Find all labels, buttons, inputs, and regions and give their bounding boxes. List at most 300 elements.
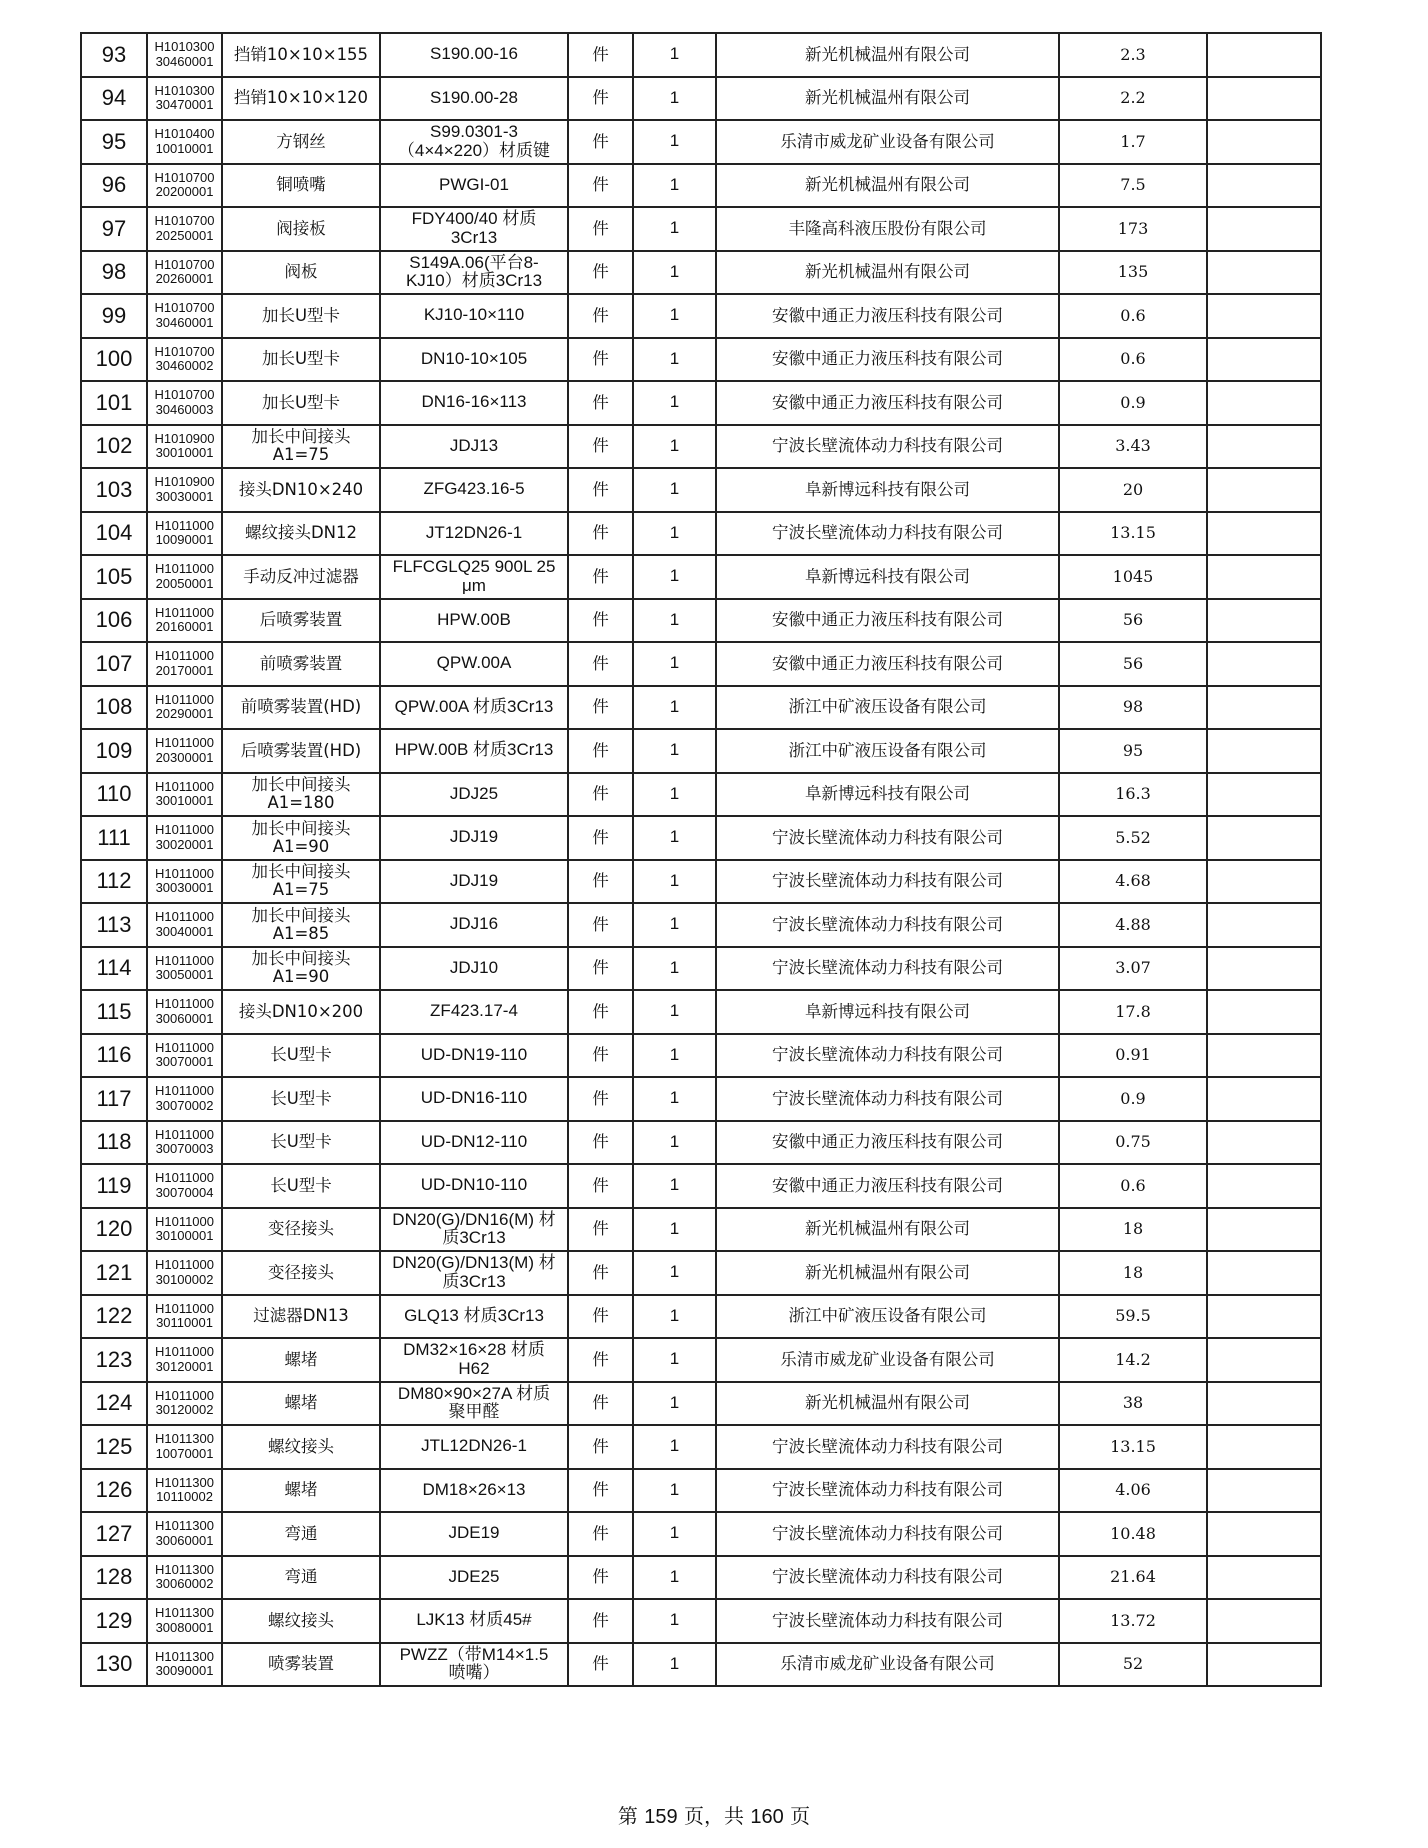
supplier-cell: 宁波长壁流体动力科技有限公司 <box>716 1599 1059 1643</box>
material-code-cell: H1011000 30120001 <box>147 1338 222 1382</box>
unit-price-cell: 52 <box>1059 1643 1207 1687</box>
material-code-cell: H1011000 20050001 <box>147 555 222 599</box>
unit-price-cell: 20 <box>1059 468 1207 512</box>
material-code-cell: H1010700 30460003 <box>147 381 222 425</box>
supplier-cell: 新光机械温州有限公司 <box>716 1208 1059 1252</box>
part-name-cell: 手动反冲过滤器 <box>222 555 380 599</box>
quantity-cell: 1 <box>633 1425 716 1469</box>
unit-price-cell: 0.75 <box>1059 1121 1207 1165</box>
table-row <box>81 686 1321 730</box>
supplier-cell: 浙江中矿液压设备有限公司 <box>716 1295 1059 1339</box>
unit-cell: 件 <box>568 294 633 338</box>
unit-cell: 件 <box>568 729 633 773</box>
unit-price-cell: 2.3 <box>1059 33 1207 77</box>
part-spec-cell: S99.0301-3 （4×4×220）材质键 <box>380 120 568 164</box>
remark-cell <box>1207 251 1321 295</box>
row-number-cell: 97 <box>81 207 147 251</box>
remark-cell <box>1207 468 1321 512</box>
supplier-cell: 丰隆高科液压股份有限公司 <box>716 207 1059 251</box>
unit-cell: 件 <box>568 1121 633 1165</box>
supplier-cell: 阜新博远科技有限公司 <box>716 773 1059 817</box>
table-row <box>81 1512 1321 1556</box>
table-row <box>81 164 1321 208</box>
footer-middle: 页，共 <box>677 1804 751 1828</box>
part-name-cell: 长U型卡 <box>222 1164 380 1208</box>
material-code-cell: H1010700 20200001 <box>147 164 222 208</box>
row-number-cell: 129 <box>81 1599 147 1643</box>
remark-cell <box>1207 512 1321 556</box>
remark-cell <box>1207 33 1321 77</box>
row-number-cell: 101 <box>81 381 147 425</box>
material-code-cell: H1011000 20290001 <box>147 686 222 730</box>
part-spec-cell: JDJ19 <box>380 860 568 904</box>
supplier-cell: 宁波长壁流体动力科技有限公司 <box>716 1556 1059 1600</box>
row-number-cell: 119 <box>81 1164 147 1208</box>
page-footer <box>0 1800 1428 1829</box>
unit-cell: 件 <box>568 990 633 1034</box>
unit-price-cell: 21.64 <box>1059 1556 1207 1600</box>
unit-price-cell: 4.88 <box>1059 903 1207 947</box>
unit-price-cell: 7.5 <box>1059 164 1207 208</box>
quantity-cell: 1 <box>633 1121 716 1165</box>
quantity-cell: 1 <box>633 338 716 382</box>
remark-cell <box>1207 77 1321 121</box>
table-row <box>81 251 1321 295</box>
part-spec-cell: PWGI-01 <box>380 164 568 208</box>
part-spec-cell: UD-DN16-110 <box>380 1077 568 1121</box>
part-spec-cell: JDJ13 <box>380 425 568 469</box>
unit-cell: 件 <box>568 903 633 947</box>
unit-price-cell: 18 <box>1059 1208 1207 1252</box>
part-spec-cell: PWZZ（带M14×1.5 喷嘴） <box>380 1643 568 1687</box>
row-number-cell: 106 <box>81 599 147 643</box>
supplier-cell: 乐清市威龙矿业设备有限公司 <box>716 1643 1059 1687</box>
row-number-cell: 123 <box>81 1338 147 1382</box>
part-name-cell: 弯通 <box>222 1556 380 1600</box>
unit-cell: 件 <box>568 1469 633 1513</box>
material-code-cell: H1011300 10110002 <box>147 1469 222 1513</box>
part-name-cell: 螺纹接头 <box>222 1425 380 1469</box>
remark-cell <box>1207 1599 1321 1643</box>
remark-cell <box>1207 1556 1321 1600</box>
table-row <box>81 903 1321 947</box>
part-spec-cell: QPW.00A <box>380 642 568 686</box>
quantity-cell: 1 <box>633 816 716 860</box>
unit-price-cell: 98 <box>1059 686 1207 730</box>
quantity-cell: 1 <box>633 425 716 469</box>
quantity-cell: 1 <box>633 77 716 121</box>
unit-price-cell: 135 <box>1059 251 1207 295</box>
remark-cell <box>1207 1251 1321 1295</box>
unit-price-cell: 13.72 <box>1059 1599 1207 1643</box>
part-name-cell: 阀接板 <box>222 207 380 251</box>
row-number-cell: 102 <box>81 425 147 469</box>
row-number-cell: 107 <box>81 642 147 686</box>
remark-cell <box>1207 1338 1321 1382</box>
supplier-cell: 安徽中通正力液压科技有限公司 <box>716 599 1059 643</box>
material-code-cell: H1011000 30070004 <box>147 1164 222 1208</box>
unit-cell: 件 <box>568 512 633 556</box>
table-row <box>81 512 1321 556</box>
supplier-cell: 宁波长壁流体动力科技有限公司 <box>716 860 1059 904</box>
part-spec-cell: KJ10-10×110 <box>380 294 568 338</box>
part-spec-cell: FLFCGLQ25 900L 25 μm <box>380 555 568 599</box>
remark-cell <box>1207 1121 1321 1165</box>
quantity-cell: 1 <box>633 1599 716 1643</box>
material-code-cell: H1010900 30010001 <box>147 425 222 469</box>
unit-cell: 件 <box>568 1599 633 1643</box>
remark-cell <box>1207 1295 1321 1339</box>
part-spec-cell: UD-DN12-110 <box>380 1121 568 1165</box>
quantity-cell: 1 <box>633 1382 716 1426</box>
unit-cell: 件 <box>568 642 633 686</box>
row-number-cell: 117 <box>81 1077 147 1121</box>
material-code-cell: H1011300 30060002 <box>147 1556 222 1600</box>
table-row <box>81 642 1321 686</box>
part-name-cell: 接头DN10×240 <box>222 468 380 512</box>
row-number-cell: 99 <box>81 294 147 338</box>
remark-cell <box>1207 1208 1321 1252</box>
quantity-cell: 1 <box>633 686 716 730</box>
part-spec-cell: DM80×90×27A 材质 聚甲醛 <box>380 1382 568 1426</box>
table-row <box>81 773 1321 817</box>
table-row <box>81 294 1321 338</box>
quantity-cell: 1 <box>633 599 716 643</box>
unit-cell: 件 <box>568 77 633 121</box>
table-row <box>81 1425 1321 1469</box>
material-code-cell: H1010700 30460001 <box>147 294 222 338</box>
part-name-cell: 方钢丝 <box>222 120 380 164</box>
supplier-cell: 宁波长壁流体动力科技有限公司 <box>716 512 1059 556</box>
footer-suffix: 页 <box>783 1804 811 1828</box>
table-row <box>81 1556 1321 1600</box>
unit-cell: 件 <box>568 251 633 295</box>
table-row <box>81 381 1321 425</box>
remark-cell <box>1207 338 1321 382</box>
quantity-cell: 1 <box>633 642 716 686</box>
unit-cell: 件 <box>568 1208 633 1252</box>
material-code-cell: H1011000 20160001 <box>147 599 222 643</box>
quantity-cell: 1 <box>633 1556 716 1600</box>
part-name-cell: 螺纹接头DN12 <box>222 512 380 556</box>
quantity-cell: 1 <box>633 729 716 773</box>
part-name-cell: 挡销10×10×155 <box>222 33 380 77</box>
part-name-cell: 加长中间接头 A1=75 <box>222 860 380 904</box>
unit-price-cell: 1.7 <box>1059 120 1207 164</box>
remark-cell <box>1207 729 1321 773</box>
part-name-cell: 加长U型卡 <box>222 381 380 425</box>
remark-cell <box>1207 773 1321 817</box>
quantity-cell: 1 <box>633 1077 716 1121</box>
supplier-cell: 宁波长壁流体动力科技有限公司 <box>716 1512 1059 1556</box>
table-row <box>81 1121 1321 1165</box>
supplier-cell: 安徽中通正力液压科技有限公司 <box>716 642 1059 686</box>
quantity-cell: 1 <box>633 381 716 425</box>
table-row <box>81 860 1321 904</box>
part-name-cell: 喷雾装置 <box>222 1643 380 1687</box>
part-name-cell: 长U型卡 <box>222 1121 380 1165</box>
part-name-cell: 加长中间接头 A1=75 <box>222 425 380 469</box>
row-number-cell: 125 <box>81 1425 147 1469</box>
quantity-cell: 1 <box>633 1208 716 1252</box>
row-number-cell: 110 <box>81 773 147 817</box>
footer-page-number: 159 <box>644 1806 678 1828</box>
unit-cell: 件 <box>568 207 633 251</box>
supplier-cell: 乐清市威龙矿业设备有限公司 <box>716 1338 1059 1382</box>
unit-cell: 件 <box>568 1251 633 1295</box>
parts-table <box>80 32 1322 1687</box>
material-code-cell: H1011000 30060001 <box>147 990 222 1034</box>
row-number-cell: 94 <box>81 77 147 121</box>
remark-cell <box>1207 947 1321 991</box>
material-code-cell: H1010700 20250001 <box>147 207 222 251</box>
table-row <box>81 1034 1321 1078</box>
supplier-cell: 新光机械温州有限公司 <box>716 1382 1059 1426</box>
part-name-cell: 变径接头 <box>222 1208 380 1252</box>
footer-prefix: 第 <box>617 1804 645 1828</box>
part-spec-cell: ZF423.17-4 <box>380 990 568 1034</box>
remark-cell <box>1207 1077 1321 1121</box>
unit-price-cell: 0.91 <box>1059 1034 1207 1078</box>
unit-price-cell: 0.6 <box>1059 1164 1207 1208</box>
unit-cell: 件 <box>568 164 633 208</box>
part-spec-cell: DM18×26×13 <box>380 1469 568 1513</box>
table-row <box>81 33 1321 77</box>
part-name-cell: 加长中间接头 A1=90 <box>222 816 380 860</box>
material-code-cell: H1011300 30090001 <box>147 1643 222 1687</box>
material-code-cell: H1011000 30100001 <box>147 1208 222 1252</box>
unit-cell: 件 <box>568 816 633 860</box>
quantity-cell: 1 <box>633 1295 716 1339</box>
row-number-cell: 100 <box>81 338 147 382</box>
supplier-cell: 安徽中通正力液压科技有限公司 <box>716 338 1059 382</box>
part-spec-cell: S190.00-28 <box>380 77 568 121</box>
part-name-cell: 接头DN10×200 <box>222 990 380 1034</box>
table-row <box>81 555 1321 599</box>
table-row <box>81 468 1321 512</box>
unit-cell: 件 <box>568 1382 633 1426</box>
row-number-cell: 126 <box>81 1469 147 1513</box>
part-spec-cell: UD-DN10-110 <box>380 1164 568 1208</box>
part-spec-cell: JT12DN26-1 <box>380 512 568 556</box>
table-row <box>81 1295 1321 1339</box>
part-name-cell: 加长U型卡 <box>222 338 380 382</box>
supplier-cell: 新光机械温州有限公司 <box>716 251 1059 295</box>
remark-cell <box>1207 599 1321 643</box>
table-row <box>81 990 1321 1034</box>
table-row <box>81 599 1321 643</box>
supplier-cell: 宁波长壁流体动力科技有限公司 <box>716 1034 1059 1078</box>
remark-cell <box>1207 381 1321 425</box>
unit-cell: 件 <box>568 120 633 164</box>
table-body <box>81 33 1321 1686</box>
row-number-cell: 127 <box>81 1512 147 1556</box>
supplier-cell: 宁波长壁流体动力科技有限公司 <box>716 1469 1059 1513</box>
supplier-cell: 宁波长壁流体动力科技有限公司 <box>716 947 1059 991</box>
remark-cell <box>1207 642 1321 686</box>
row-number-cell: 109 <box>81 729 147 773</box>
unit-cell: 件 <box>568 33 633 77</box>
part-spec-cell: JDE19 <box>380 1512 568 1556</box>
remark-cell <box>1207 1425 1321 1469</box>
remark-cell <box>1207 860 1321 904</box>
material-code-cell: H1011000 10090001 <box>147 512 222 556</box>
unit-cell: 件 <box>568 1034 633 1078</box>
material-code-cell: H1011000 20300001 <box>147 729 222 773</box>
unit-cell: 件 <box>568 468 633 512</box>
part-name-cell: 长U型卡 <box>222 1077 380 1121</box>
part-spec-cell: JDJ19 <box>380 816 568 860</box>
supplier-cell: 安徽中通正力液压科技有限公司 <box>716 1121 1059 1165</box>
unit-cell: 件 <box>568 1556 633 1600</box>
part-spec-cell: DM32×16×28 材质 H62 <box>380 1338 568 1382</box>
quantity-cell: 1 <box>633 164 716 208</box>
unit-cell: 件 <box>568 1425 633 1469</box>
supplier-cell: 安徽中通正力液压科技有限公司 <box>716 381 1059 425</box>
unit-price-cell: 56 <box>1059 642 1207 686</box>
part-name-cell: 螺堵 <box>222 1338 380 1382</box>
row-number-cell: 111 <box>81 816 147 860</box>
table-row <box>81 1382 1321 1426</box>
table-row <box>81 947 1321 991</box>
material-code-cell: H1011000 30070001 <box>147 1034 222 1078</box>
supplier-cell: 宁波长壁流体动力科技有限公司 <box>716 903 1059 947</box>
unit-price-cell: 3.07 <box>1059 947 1207 991</box>
quantity-cell: 1 <box>633 1338 716 1382</box>
part-name-cell: 螺堵 <box>222 1382 380 1426</box>
part-spec-cell: DN20(G)/DN13(M) 材 质3Cr13 <box>380 1251 568 1295</box>
unit-price-cell: 0.6 <box>1059 338 1207 382</box>
row-number-cell: 93 <box>81 33 147 77</box>
part-name-cell: 挡销10×10×120 <box>222 77 380 121</box>
supplier-cell: 安徽中通正力液压科技有限公司 <box>716 294 1059 338</box>
quantity-cell: 1 <box>633 1469 716 1513</box>
unit-cell: 件 <box>568 338 633 382</box>
quantity-cell: 1 <box>633 773 716 817</box>
part-spec-cell: S190.00-16 <box>380 33 568 77</box>
supplier-cell: 浙江中矿液压设备有限公司 <box>716 729 1059 773</box>
material-code-cell: H1010300 30470001 <box>147 77 222 121</box>
row-number-cell: 116 <box>81 1034 147 1078</box>
unit-cell: 件 <box>568 1338 633 1382</box>
row-number-cell: 121 <box>81 1251 147 1295</box>
part-name-cell: 过滤器DN13 <box>222 1295 380 1339</box>
table-row <box>81 1469 1321 1513</box>
quantity-cell: 1 <box>633 294 716 338</box>
unit-cell: 件 <box>568 1295 633 1339</box>
table-row <box>81 729 1321 773</box>
remark-cell <box>1207 686 1321 730</box>
unit-price-cell: 10.48 <box>1059 1512 1207 1556</box>
unit-cell: 件 <box>568 947 633 991</box>
unit-cell: 件 <box>568 1164 633 1208</box>
quantity-cell: 1 <box>633 1164 716 1208</box>
part-spec-cell: FDY400/40 材质 3Cr13 <box>380 207 568 251</box>
quantity-cell: 1 <box>633 903 716 947</box>
table-row <box>81 1599 1321 1643</box>
row-number-cell: 103 <box>81 468 147 512</box>
material-code-cell: H1011000 30070002 <box>147 1077 222 1121</box>
supplier-cell: 宁波长壁流体动力科技有限公司 <box>716 1077 1059 1121</box>
row-number-cell: 104 <box>81 512 147 556</box>
remark-cell <box>1207 1643 1321 1687</box>
row-number-cell: 98 <box>81 251 147 295</box>
unit-price-cell: 3.43 <box>1059 425 1207 469</box>
quantity-cell: 1 <box>633 33 716 77</box>
part-spec-cell: DN16-16×113 <box>380 381 568 425</box>
remark-cell <box>1207 294 1321 338</box>
unit-cell: 件 <box>568 686 633 730</box>
row-number-cell: 105 <box>81 555 147 599</box>
part-name-cell: 加长中间接头 A1=90 <box>222 947 380 991</box>
material-code-cell: H1010700 30460002 <box>147 338 222 382</box>
row-number-cell: 128 <box>81 1556 147 1600</box>
part-spec-cell: QPW.00A 材质3Cr13 <box>380 686 568 730</box>
unit-cell: 件 <box>568 1512 633 1556</box>
unit-price-cell: 59.5 <box>1059 1295 1207 1339</box>
unit-price-cell: 4.68 <box>1059 860 1207 904</box>
remark-cell <box>1207 425 1321 469</box>
quantity-cell: 1 <box>633 1034 716 1078</box>
unit-price-cell: 4.06 <box>1059 1469 1207 1513</box>
part-spec-cell: JTL12DN26-1 <box>380 1425 568 1469</box>
unit-price-cell: 14.2 <box>1059 1338 1207 1382</box>
unit-price-cell: 173 <box>1059 207 1207 251</box>
material-code-cell: H1011000 30030001 <box>147 860 222 904</box>
supplier-cell: 新光机械温州有限公司 <box>716 33 1059 77</box>
part-spec-cell: ZFG423.16-5 <box>380 468 568 512</box>
material-code-cell: H1010900 30030001 <box>147 468 222 512</box>
material-code-cell: H1011000 30100002 <box>147 1251 222 1295</box>
supplier-cell: 乐清市威龙矿业设备有限公司 <box>716 120 1059 164</box>
material-code-cell: H1011300 10070001 <box>147 1425 222 1469</box>
part-spec-cell: JDJ16 <box>380 903 568 947</box>
material-code-cell: H1011300 30060001 <box>147 1512 222 1556</box>
part-spec-cell: JDJ25 <box>380 773 568 817</box>
quantity-cell: 1 <box>633 1643 716 1687</box>
row-number-cell: 122 <box>81 1295 147 1339</box>
part-name-cell: 长U型卡 <box>222 1034 380 1078</box>
supplier-cell: 宁波长壁流体动力科技有限公司 <box>716 816 1059 860</box>
part-spec-cell: HPW.00B 材质3Cr13 <box>380 729 568 773</box>
quantity-cell: 1 <box>633 1512 716 1556</box>
remark-cell <box>1207 120 1321 164</box>
remark-cell <box>1207 990 1321 1034</box>
material-code-cell: H1011000 20170001 <box>147 642 222 686</box>
unit-cell: 件 <box>568 1643 633 1687</box>
unit-price-cell: 16.3 <box>1059 773 1207 817</box>
part-name-cell: 后喷雾装置(HD) <box>222 729 380 773</box>
part-name-cell: 加长中间接头 A1=180 <box>222 773 380 817</box>
part-spec-cell: HPW.00B <box>380 599 568 643</box>
part-name-cell: 螺纹接头 <box>222 1599 380 1643</box>
part-spec-cell: LJK13 材质45# <box>380 1599 568 1643</box>
quantity-cell: 1 <box>633 947 716 991</box>
unit-price-cell: 56 <box>1059 599 1207 643</box>
part-name-cell: 后喷雾装置 <box>222 599 380 643</box>
footer-total-pages: 160 <box>750 1806 784 1828</box>
unit-cell: 件 <box>568 1077 633 1121</box>
part-spec-cell: UD-DN19-110 <box>380 1034 568 1078</box>
row-number-cell: 124 <box>81 1382 147 1426</box>
part-name-cell: 变径接头 <box>222 1251 380 1295</box>
remark-cell <box>1207 1034 1321 1078</box>
part-name-cell: 前喷雾装置(HD) <box>222 686 380 730</box>
table-row <box>81 120 1321 164</box>
remark-cell <box>1207 1164 1321 1208</box>
table-row <box>81 338 1321 382</box>
unit-cell: 件 <box>568 860 633 904</box>
